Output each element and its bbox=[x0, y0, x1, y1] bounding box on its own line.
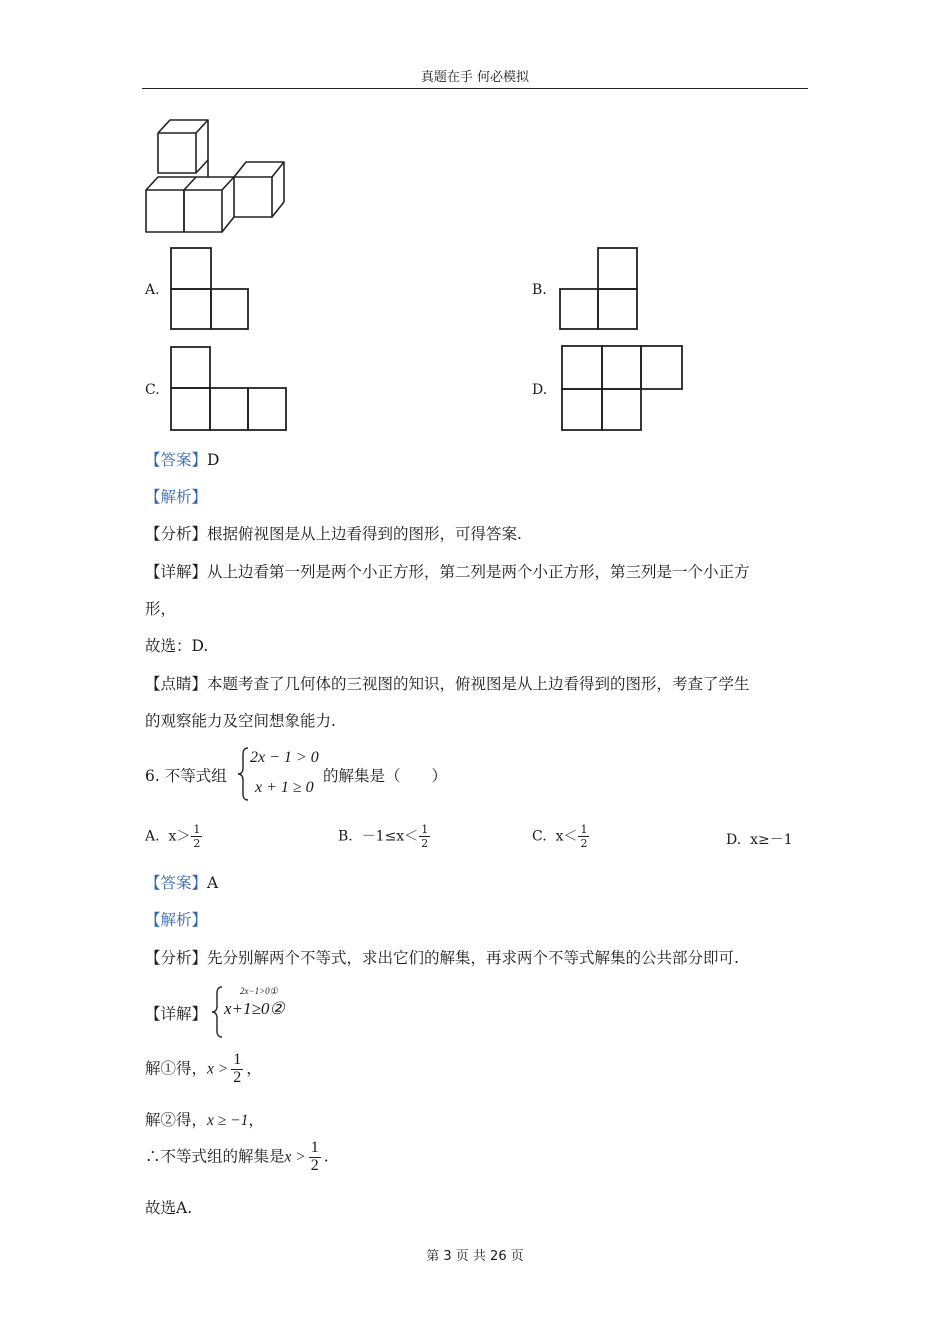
answer-tag: 【答案】 bbox=[145, 451, 208, 469]
option-d-label: D. bbox=[532, 382, 548, 398]
q6-stem-suffix: 的解集是（ ） bbox=[323, 767, 448, 785]
q6-ineq2: x + 1 ≥ 0 bbox=[255, 779, 314, 796]
answer-value: A bbox=[207, 874, 219, 892]
q6-analysis-tag: 【解析】 bbox=[145, 911, 208, 929]
option-d-figure bbox=[560, 344, 686, 434]
q6-ineq1: 2x − 1 > 0 bbox=[250, 749, 319, 766]
left-brace bbox=[236, 746, 250, 802]
q5-fenxi bbox=[145, 522, 522, 544]
fraction: $\frac{1}{2}$ bbox=[580, 823, 588, 850]
q6-sys-bottom: x+1≥0② bbox=[224, 999, 285, 1018]
option-a-figure bbox=[169, 246, 251, 332]
q6-option-d-label: D. bbox=[726, 832, 742, 848]
q6-option-b bbox=[338, 824, 431, 849]
q6-option-b-label: B. bbox=[338, 828, 353, 845]
q6-option-d-text: x≥－1 bbox=[750, 832, 793, 848]
q5-analysis-tag: 【解析】 bbox=[145, 488, 208, 506]
q5-choose: 故选：D. bbox=[145, 637, 209, 655]
q6-xiangjie-tag: 【详解】 bbox=[145, 1005, 208, 1023]
header-rule bbox=[142, 88, 808, 89]
answer-tag: 【答案】 bbox=[145, 874, 208, 892]
q6-option-c-text: x＜ bbox=[555, 828, 578, 845]
fraction: $\frac{1}{2}$ bbox=[193, 823, 201, 850]
solid-figure bbox=[140, 115, 292, 237]
q6-option-d bbox=[726, 829, 793, 849]
fenxi-tag: 【分析】 bbox=[145, 949, 208, 967]
fraction: $\frac{1}{2}$ bbox=[421, 823, 429, 850]
fenxi-tag: 【分析】 bbox=[145, 525, 208, 543]
q5-xiangjie bbox=[145, 560, 750, 582]
fraction: $\frac{1}{2}$ bbox=[310, 1139, 319, 1174]
q6-option-c bbox=[532, 824, 590, 849]
q6-step2: 解②得，x ≥ −1， bbox=[145, 1111, 264, 1129]
q5-answer bbox=[145, 448, 219, 470]
q6-option-a-label: A. bbox=[145, 828, 160, 845]
q5-dianjing bbox=[145, 672, 750, 694]
xiangjie-tag: 【详解】 bbox=[145, 563, 208, 581]
q6-step3: ∴不等式组的解集是x > $\frac{1}{2}$ . bbox=[145, 1139, 329, 1174]
q6-option-b-text: －1≤x＜ bbox=[361, 828, 419, 845]
q6-step1: 解①得，x > $\frac{1}{2}$ ， bbox=[145, 1051, 262, 1086]
dianjing-tag: 【点睛】 bbox=[145, 675, 208, 693]
q6-option-c-label: C. bbox=[532, 828, 547, 845]
option-c-figure bbox=[169, 345, 291, 433]
option-c-label: C. bbox=[145, 382, 160, 398]
q6-sys-top: 2x−1>0① bbox=[240, 986, 278, 996]
page-number: 第 3 页 共 26 页 bbox=[426, 1249, 524, 1264]
q6-option-a bbox=[145, 824, 203, 849]
left-brace bbox=[210, 985, 224, 1039]
dianjing-text: 本题考查了几何体的三视图的知识，俯视图是从上边看得到的图形，考查了学生 bbox=[207, 675, 750, 693]
answer-value: D bbox=[207, 451, 220, 469]
fenxi-text: 根据俯视图是从上边看得到的图形，可得答案. bbox=[207, 525, 522, 543]
q5-dianjing-cont: 的观察能力及空间想象能力. bbox=[145, 712, 336, 730]
option-b-figure bbox=[558, 246, 640, 332]
fenxi-text: 先分别解两个不等式，求出它们的解集，再求两个不等式解集的公共部分即可. bbox=[207, 949, 739, 967]
q6-stem-prefix: 6. 不等式组 bbox=[145, 767, 227, 785]
q6-answer bbox=[145, 871, 218, 893]
q6-choose: 故选A. bbox=[145, 1199, 193, 1217]
option-a-label: A. bbox=[145, 282, 160, 298]
q5-xiangjie-cont: 形， bbox=[145, 600, 177, 618]
option-b-label: B. bbox=[532, 282, 547, 298]
q6-fenxi bbox=[145, 946, 739, 968]
fraction: $\frac{1}{2}$ bbox=[233, 1051, 242, 1086]
xiangjie-text: 从上边看第一列是两个小正方形，第二列是两个小正方形，第三列是一个小正方 bbox=[207, 563, 750, 581]
page-header: 真题在手 何必模拟 bbox=[420, 70, 530, 85]
q6-option-a-text: x＞ bbox=[168, 828, 191, 845]
